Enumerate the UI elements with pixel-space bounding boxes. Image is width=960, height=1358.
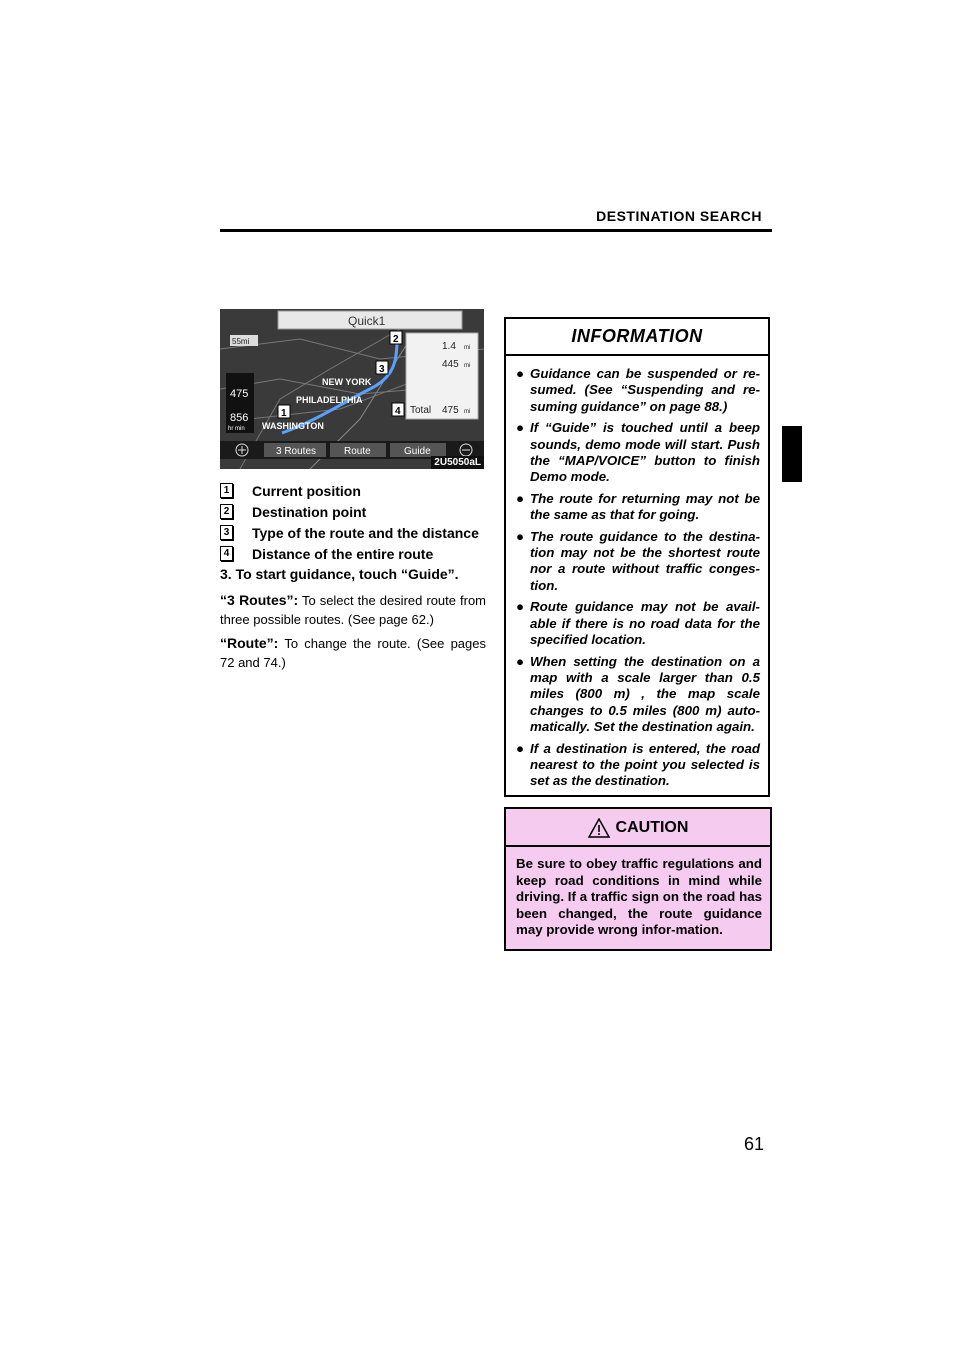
- information-item: ● The route for returning may not be the same as that for going.: [516, 490, 760, 523]
- caution-header: [506, 815, 770, 841]
- city-label: PHILADELPHIA: [296, 395, 363, 405]
- distance-readout: 475: [230, 388, 249, 400]
- bullet-icon: ●: [516, 420, 525, 436]
- callout-legend: [220, 480, 490, 564]
- legend-number: 4: [220, 546, 233, 561]
- information-item: ● If “Guide” is touched until a beep sounds, demo mode will start. Push the “MAP/VOICE” button to finish Demo mode.: [516, 420, 760, 485]
- legend-number: 1: [220, 483, 233, 498]
- information-rule: [506, 354, 768, 356]
- caution-title: CAUTION: [615, 819, 689, 836]
- legend-label: Type of the route and the distance: [252, 524, 479, 541]
- header-rule: [220, 229, 772, 232]
- paragraph-text: To change the route. (See pages 72 and 74.): [220, 636, 486, 670]
- route-distance-1-unit: mi: [464, 345, 471, 351]
- information-item: ● When setting the destination on a map with a scale larger than 0.5 miles (800 m) , the map scale changes to 0.5 miles (800 m) auto-matically. Set the destination again.: [516, 653, 760, 735]
- map-scale-label: 55mi: [232, 337, 250, 346]
- page-number: 61: [744, 1134, 765, 1154]
- legend-label: Destination point: [252, 503, 367, 520]
- step-3-instruction: 3. To start guidance, touch “Guide”.: [220, 566, 459, 582]
- information-item: ● If a destination is entered, the road nearest to the point you selected is set as the destination.: [516, 740, 760, 789]
- callout-1: 1: [281, 408, 287, 419]
- callout-3: 3: [379, 364, 385, 375]
- bullet-icon: ●: [516, 653, 525, 669]
- information-box: [504, 317, 770, 797]
- page-header-title: DESTINATION SEARCH: [596, 208, 762, 224]
- information-list: [516, 366, 760, 790]
- total-label: Total: [410, 405, 432, 416]
- caution-text: Be sure to obey traffic regulations and keep road conditions in mind while driving. If a traffic sign on the road has been changed, the route guidance may provide wrong infor-mation.: [516, 856, 762, 938]
- legend-number: 3: [220, 525, 233, 540]
- bullet-icon: ●: [516, 528, 525, 544]
- city-label: NEW YORK: [322, 377, 372, 387]
- bullet-icon: ●: [516, 740, 525, 756]
- paragraph-term: “Route”:: [220, 635, 279, 651]
- section-tab-marker: [782, 426, 802, 482]
- time-units: hr min: [228, 426, 245, 432]
- time-readout: 856: [230, 412, 249, 424]
- route-distance-2: 445: [442, 359, 459, 370]
- information-item: ● Guidance can be suspended or re-sumed. (See “Suspending and re-suming guidance” on page 88.): [516, 366, 760, 414]
- route-button: Route: [344, 446, 371, 457]
- guide-button: Guide: [404, 446, 431, 457]
- callout-2: 2: [393, 334, 399, 345]
- three-routes-paragraph: [220, 591, 486, 629]
- legend-item: [220, 480, 490, 501]
- legend-label: Current position: [252, 482, 361, 499]
- caution-box: [504, 807, 772, 951]
- screen-top-label: Quick1: [348, 314, 386, 328]
- paragraph-term: “3 Routes”:: [220, 592, 299, 608]
- route-distance-2-unit: mi: [464, 363, 471, 369]
- legend-item: [220, 501, 490, 522]
- route-map: [220, 309, 484, 469]
- three-routes-button: 3 Routes: [276, 446, 317, 457]
- callout-4: 4: [395, 406, 401, 417]
- bullet-icon: ●: [516, 490, 525, 506]
- legend-label: Distance of the entire route: [252, 545, 434, 562]
- legend-item: [220, 522, 490, 543]
- city-label: WASHINGTON: [262, 421, 324, 431]
- total-value: 475: [442, 405, 459, 416]
- bullet-icon: ●: [516, 599, 525, 615]
- route-paragraph: [220, 634, 486, 672]
- paragraph-text: To select the desired route from three possible routes. (See page 62.): [220, 593, 486, 627]
- image-code: 2U5050aL: [431, 456, 484, 469]
- route-distance-1: 1.4: [442, 341, 456, 352]
- total-unit: mi: [464, 409, 471, 415]
- legend-number: 2: [220, 504, 233, 519]
- information-item: ● The route guidance to the destina-tion may not be the shortest route nor a route without traffic conges-tion.: [516, 528, 760, 593]
- navigation-screenshot: [220, 309, 484, 469]
- information-title: INFORMATION: [571, 326, 703, 346]
- warning-triangle-icon: [588, 818, 610, 838]
- bullet-icon: ●: [516, 366, 525, 381]
- legend-item: [220, 543, 490, 564]
- caution-rule: [506, 845, 770, 847]
- information-item: ● Route guidance may not be avail-able if there is no road data for the specified location.: [516, 599, 760, 648]
